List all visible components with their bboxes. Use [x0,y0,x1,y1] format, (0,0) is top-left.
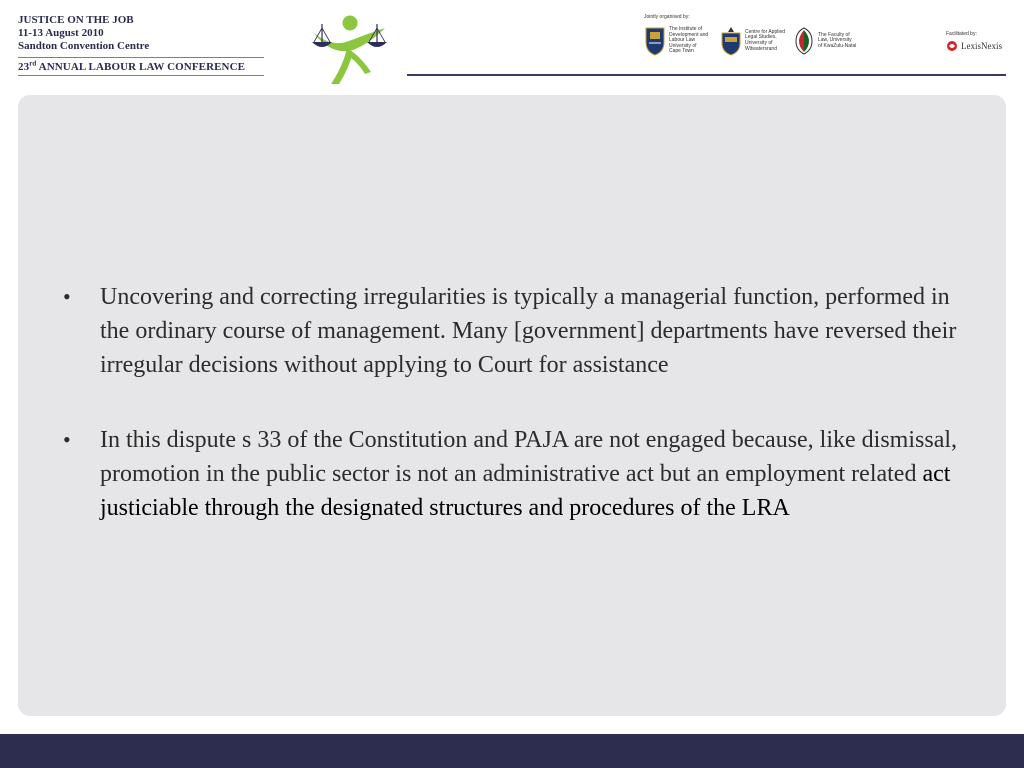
conference-title-rest: ANNUAL LABOUR LAW CONFERENCE [36,61,246,73]
divider [18,75,264,76]
institution-ukzn-text: The Faculty of Law, University of KwaZulu-Natal [818,31,857,49]
lexisnexis-emblem-icon [946,40,958,52]
bullet-item [58,423,978,525]
conference-info [18,14,264,76]
institution-wits-text: Centre for Applied Legal Studies, University of Witwatersrand [745,28,786,52]
institution-uct-text: The Institute of Development and Labour Law University of Cape Town [669,26,709,55]
conference-dates: 11-13 August 2010 [18,27,104,39]
justice-scales-logo-icon [309,14,389,88]
conference-title-number: 23 [18,61,30,73]
header-divider [407,74,1006,76]
divider [18,57,264,58]
bullet-marker: • [63,284,71,309]
bullet-item [58,280,978,382]
uct-crest-icon [644,26,666,56]
bullet-emphasis-text: act justiciable through the designated structures and procedures of the LRA [100,461,951,521]
bullet-list [58,280,978,525]
bullet-text: In this dispute s 33 of the Constitution and PAJA are not engaged because, like dismissal, promotion in the public sector is not an administrative act but an employment related [100,427,958,487]
institution-wits [720,26,789,56]
bullet-text: Uncovering and correcting irregularities is typically a managerial function, performed in the ordinary course of management. Many [government] departments have reversed their irregular decisions without applying to Court for assistance [100,284,957,378]
footer-bar [0,734,1024,768]
ukzn-crest-icon [793,26,815,56]
facilitated-label: Facilitated by: [946,31,977,37]
bullet-marker: • [63,427,71,452]
sponsor-name: LexisNexis [961,41,1002,51]
conference-title-suffix: rd [29,59,37,68]
wits-crest-icon [720,26,742,56]
institution-ukzn [793,26,862,56]
conference-venue: Sandton Convention Centre [18,40,150,52]
institution-uct [644,26,713,56]
jointly-organised-label: Jointly organised by: [644,14,690,20]
lexisnexis-logo [946,40,1002,52]
conference-title [18,61,264,73]
conference-name: JUSTICE ON THE JOB [18,14,134,26]
